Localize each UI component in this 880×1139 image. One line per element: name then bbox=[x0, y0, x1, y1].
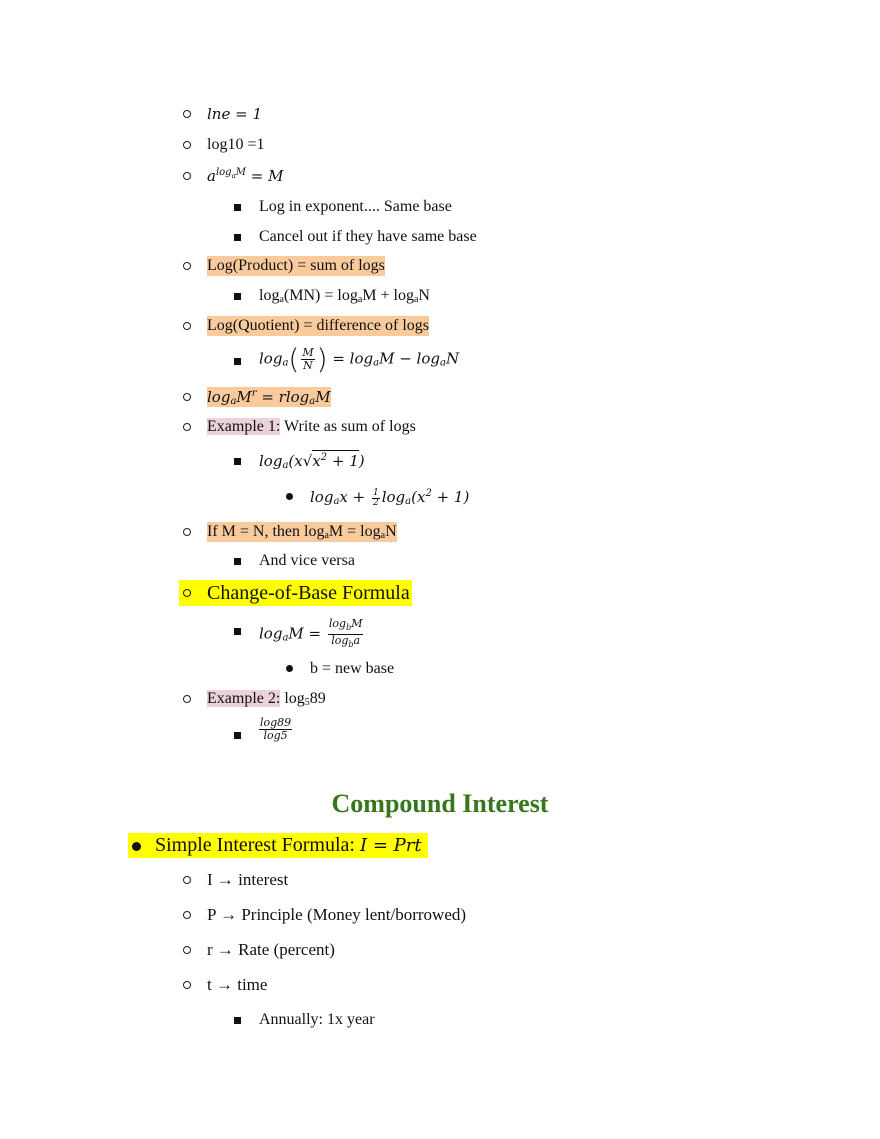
square-bullet-icon bbox=[234, 234, 241, 241]
quotient-rule-label: Log(Quotient) = difference of logs bbox=[207, 317, 429, 334]
circle-bullet-icon bbox=[183, 981, 191, 989]
power-rule-formula: $\log_aM^r = rlog_aM$ bbox=[207, 388, 331, 407]
section-heading-compound-interest: Compound Interest bbox=[331, 789, 549, 818]
square-bullet-icon bbox=[234, 358, 241, 365]
square-bullet-icon bbox=[234, 293, 241, 300]
square-bullet-icon bbox=[234, 458, 241, 465]
circle-bullet-icon bbox=[183, 262, 191, 270]
log10-text: log10 =1 bbox=[207, 136, 265, 153]
square-bullet-icon bbox=[234, 558, 241, 565]
circle-bullet-icon bbox=[183, 423, 191, 431]
square-bullet-icon bbox=[234, 1017, 241, 1024]
example-2-label: Example 2: bbox=[207, 690, 281, 707]
circle-bullet-icon bbox=[183, 393, 191, 401]
circle-bullet-icon bbox=[183, 911, 191, 919]
circle-bullet-icon bbox=[183, 876, 191, 884]
example-1-text: Write as sum of logs bbox=[280, 418, 416, 435]
list-item-simple-interest: Simple Interest Formula: I = Prt bbox=[128, 833, 428, 858]
inverse-formula: $a^{log_aM} = M$ bbox=[207, 167, 284, 185]
circle-bullet-icon bbox=[183, 141, 191, 149]
circle-bullet-icon bbox=[183, 695, 191, 703]
circle-bullet-icon bbox=[183, 589, 191, 597]
dot-bullet-icon bbox=[132, 842, 141, 851]
square-bullet-icon bbox=[234, 628, 241, 635]
circle-bullet-icon bbox=[183, 110, 191, 118]
equality-text: If M = N, then $\log_aM = \log_aN$ bbox=[207, 523, 397, 541]
circle-bullet-icon bbox=[183, 172, 191, 180]
list-item-change-of-base bbox=[179, 580, 412, 606]
circle-bullet-icon bbox=[183, 946, 191, 954]
square-bullet-icon bbox=[234, 204, 241, 211]
circle-bullet-icon bbox=[183, 528, 191, 536]
ln-e-formula: lne = 1 bbox=[207, 105, 262, 123]
dot-bullet-icon bbox=[286, 665, 293, 672]
square-bullet-icon bbox=[234, 732, 241, 739]
dot-bullet-icon bbox=[286, 493, 293, 500]
example-1-label: Example 1: bbox=[207, 418, 281, 435]
product-rule-label: Log(Product) = sum of logs bbox=[207, 257, 385, 274]
change-of-base-label: Change-of-Base Formula bbox=[207, 582, 410, 604]
simple-interest-formula: I = Prt bbox=[359, 835, 422, 856]
circle-bullet-icon bbox=[183, 322, 191, 330]
